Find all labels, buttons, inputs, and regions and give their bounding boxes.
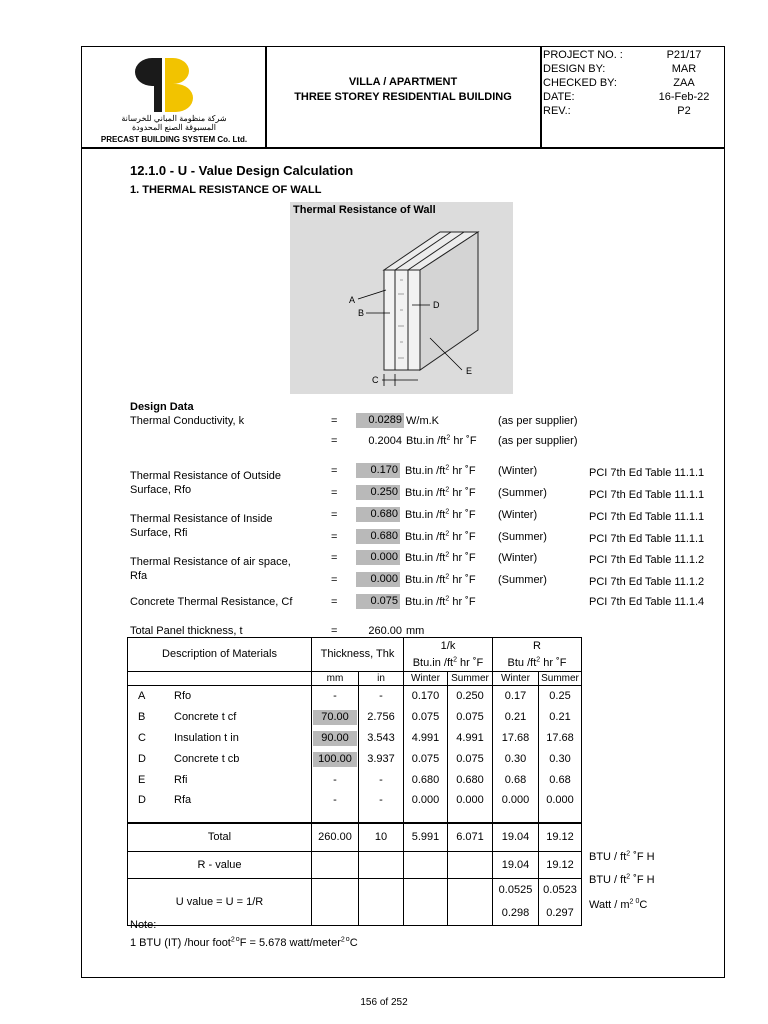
r-summer: 17.68 <box>539 728 582 749</box>
rfi-label-line2: Surface, Rfi <box>130 527 188 539</box>
season-summer: (Summer) <box>498 487 547 499</box>
rfo-label-line2: Surface, Rfo <box>130 484 192 496</box>
r-winter: 0.68 <box>493 770 539 791</box>
header-inv-k: 1/k <box>404 638 493 655</box>
equals-sign: = <box>331 552 338 564</box>
unit-text: hr ˚F <box>456 656 484 669</box>
company-name: PRECAST BUILDING SYSTEM Co. Ltd. <box>100 135 248 144</box>
r-value-summer: 19.12 <box>539 851 582 878</box>
wall-section-diagram <box>290 202 513 394</box>
equals-sign: = <box>331 596 338 608</box>
k2-unit <box>406 435 477 447</box>
reference: PCI 7th Ed Table 11.1.1 <box>589 489 705 501</box>
label-b: B <box>358 308 365 318</box>
rfi-summer-value: 0.680 <box>356 529 400 544</box>
logo-mark-icon <box>132 55 198 113</box>
thickness-value: 260.00 <box>368 625 402 637</box>
k-summer: 4.991 <box>448 728 493 749</box>
rfa-summer-value: 0.000 <box>356 572 400 587</box>
field-value: 16-Feb-22 <box>658 91 710 103</box>
total-in: 10 <box>359 823 404 852</box>
k1-note: (as per supplier) <box>498 415 578 427</box>
header-blank <box>128 671 312 685</box>
company-arabic-name <box>86 114 262 132</box>
field-date <box>543 90 721 104</box>
note-label: Note: <box>130 919 157 931</box>
season-summer: (Summer) <box>498 531 547 543</box>
r-value-unit <box>589 851 655 863</box>
cf-label: Concrete Thermal Resistance, Cf <box>130 596 293 608</box>
table-row <box>128 770 582 791</box>
thk-in: - <box>359 770 404 791</box>
material-name: Rfo <box>174 690 192 702</box>
header-inv-k-unit <box>404 655 493 672</box>
label-c: C <box>372 375 379 385</box>
total-r-winter: 19.04 <box>493 823 539 852</box>
empty-cell <box>312 878 359 925</box>
unit-sup: 2 <box>446 434 451 442</box>
unit-text: ˚F H <box>630 874 655 886</box>
u-value-unit-imperial <box>589 874 655 886</box>
field-checked-by <box>543 76 721 90</box>
note-part: C <box>349 937 358 949</box>
thk-mm-cell <box>312 728 359 749</box>
equals-sign: = <box>331 531 338 543</box>
thk-in: 3.543 <box>359 728 404 749</box>
header-fields <box>543 48 721 118</box>
table-row <box>128 749 582 770</box>
field-label: PROJECT NO. : <box>543 49 623 61</box>
header-r: R <box>493 638 582 655</box>
u-value-label: U value = U = 1/R <box>128 878 312 925</box>
r-value-winter: 19.04 <box>493 851 539 878</box>
unit-text: Watt / m <box>589 899 630 911</box>
reference: PCI 7th Ed Table 11.1.1 <box>589 467 705 479</box>
material-name: Rfi <box>174 774 188 786</box>
reference: PCI 7th Ed Table 11.1.2 <box>589 576 705 588</box>
field-label: CHECKED BY: <box>543 77 617 89</box>
unit <box>405 552 476 564</box>
thk-mm-cell <box>312 707 359 728</box>
rfo-label <box>130 469 281 497</box>
total-k-winter: 5.991 <box>404 823 448 852</box>
rfa-label-line1: Thermal Resistance of air space, <box>130 556 291 568</box>
materials-table <box>127 637 582 926</box>
r-summer: 0.21 <box>539 707 582 728</box>
note-part: 1 BTU (IT) /hour foot <box>130 937 231 949</box>
header-winter: Winter <box>493 671 539 685</box>
equals-sign: = <box>331 625 338 637</box>
thk-mm: - <box>312 770 359 791</box>
cf-value: 0.075 <box>356 594 400 609</box>
thk-mm: - <box>312 685 359 707</box>
field-label: REV.: <box>543 105 571 117</box>
header-winter: Winter <box>404 671 448 685</box>
field-design-by <box>543 62 721 76</box>
r-winter: 0.21 <box>493 707 539 728</box>
rfi-label-line1: Thermal Resistance of Inside <box>130 513 273 525</box>
unit-sup: 0 <box>635 898 640 906</box>
header-r-unit <box>493 655 582 672</box>
unit-text: hr ˚F <box>540 656 567 669</box>
material-code: E <box>138 774 146 786</box>
field-value: ZAA <box>673 77 695 89</box>
material-name: Concrete t cb <box>174 753 240 765</box>
unit-text: Btu.in /ft <box>405 509 446 521</box>
reference: PCI 7th Ed Table 11.1.2 <box>589 554 705 566</box>
rfi-label <box>130 512 272 540</box>
unit-text: hr ˚F <box>449 509 476 521</box>
material-cell <box>128 707 312 728</box>
equals-sign: = <box>331 487 338 499</box>
u-value-summer-imperial: 0.0523 <box>539 878 582 901</box>
material-name: Insulation t in <box>174 732 239 744</box>
k2-value: 0.2004 <box>368 435 402 447</box>
note-sup: o <box>345 936 350 944</box>
total-label: Total <box>128 823 312 852</box>
unit-text: hr ˚F <box>449 574 476 586</box>
material-cell <box>128 685 312 707</box>
equals-sign: = <box>331 509 338 521</box>
header-mm: mm <box>312 671 359 685</box>
material-code: A <box>138 690 146 702</box>
unit-text: BTU / ft <box>589 874 627 886</box>
material-code: D <box>138 753 146 765</box>
unit-text: Btu.in /ft <box>405 552 446 564</box>
unit-text: Btu.in /ft <box>412 656 454 669</box>
total-row <box>128 823 582 852</box>
header-description: Description of Materials <box>128 638 312 672</box>
field-project-no <box>543 48 721 62</box>
unit <box>405 574 476 586</box>
unit-text: ˚F H <box>630 851 655 863</box>
season-winter: (Winter) <box>498 465 538 477</box>
unit <box>405 487 476 499</box>
empty-cell <box>359 878 404 925</box>
reference: PCI 7th Ed Table 11.1.1 <box>589 511 705 523</box>
total-r-summer: 19.12 <box>539 823 582 852</box>
empty-cell <box>404 851 448 878</box>
unit-text: hr ˚F <box>449 596 476 608</box>
conductivity-label: Thermal Conductivity, k <box>130 415 245 427</box>
thk-in: - <box>359 685 404 707</box>
unit <box>405 596 476 608</box>
label-d: D <box>433 300 440 310</box>
page-number: 156 of 252 <box>360 997 408 1008</box>
r-winter: 0.30 <box>493 749 539 770</box>
r-summer: 0.68 <box>539 770 582 791</box>
thk-mm: 100.00 <box>313 752 357 767</box>
material-cell <box>128 770 312 791</box>
k1-unit: W/m.K <box>406 415 439 427</box>
k1-value: 0.0289 <box>356 413 404 428</box>
unit-sup: 2 <box>626 850 631 858</box>
rfa-winter-value: 0.000 <box>356 550 400 565</box>
k2-note: (as per supplier) <box>498 435 578 447</box>
equals-sign: = <box>331 574 338 586</box>
unit-text: hr ˚F <box>449 487 476 499</box>
unit-text: Btu /ft <box>507 656 537 669</box>
unit-sup: 2 <box>445 486 450 494</box>
material-name: Concrete t cf <box>174 711 237 723</box>
r-winter: 0.000 <box>493 791 539 823</box>
k-summer: 0.250 <box>448 685 493 707</box>
unit-text: hr ˚F <box>449 552 476 564</box>
u-value-summer-metric: 0.297 <box>539 901 582 926</box>
rfo-summer-value: 0.250 <box>356 485 400 500</box>
material-code: B <box>138 711 146 723</box>
thickness-label: Total Panel thickness, t <box>130 625 243 637</box>
rfi-winter-value: 0.680 <box>356 507 400 522</box>
unit-sup: 2 <box>626 873 631 881</box>
material-cell <box>128 791 312 823</box>
wall-figure <box>290 202 513 394</box>
company-arabic-line2: المسبوقة الصنع المحدودة <box>131 123 217 132</box>
unit <box>405 465 476 477</box>
thk-mm-cell <box>312 749 359 770</box>
total-mm: 260.00 <box>312 823 359 852</box>
thk-mm: - <box>312 791 359 823</box>
header-summer: Summer <box>539 671 582 685</box>
section-subtitle: 1. THERMAL RESISTANCE OF WALL <box>130 184 322 196</box>
unit-text: hr ˚F <box>450 435 477 447</box>
header-thickness: Thickness, Thk <box>312 638 404 672</box>
thk-in: 3.937 <box>359 749 404 770</box>
unit-text: Btu.in /ft <box>405 574 446 586</box>
rfo-label-line1: Thermal Resistance of Outside <box>130 470 282 482</box>
equals-sign: = <box>331 435 338 447</box>
season-winter: (Winter) <box>498 552 538 564</box>
unit-sup: 2 <box>445 573 450 581</box>
u-value-winter-metric: 0.298 <box>493 901 539 926</box>
label-a: A <box>349 295 356 305</box>
k-winter: 0.170 <box>404 685 448 707</box>
r-winter: 17.68 <box>493 728 539 749</box>
note-part: F = 5.678 watt/meter <box>239 937 341 949</box>
r-summer: 0.25 <box>539 685 582 707</box>
empty-cell <box>404 878 448 925</box>
empty-cell <box>312 851 359 878</box>
r-summer: 0.000 <box>539 791 582 823</box>
company-arabic-line1: شركة منظومة المباني للخرسانة <box>121 114 227 123</box>
r-summer: 0.30 <box>539 749 582 770</box>
u-value-unit-metric <box>589 899 647 911</box>
unit-sup: 2 <box>453 655 457 663</box>
note-text <box>130 937 358 949</box>
u-value-winter-imperial: 0.0525 <box>493 878 539 901</box>
table-row <box>128 728 582 749</box>
unit-sup: 2 <box>445 464 450 472</box>
r-value-row <box>128 851 582 878</box>
k-summer: 0.075 <box>448 749 493 770</box>
r-winter: 0.17 <box>493 685 539 707</box>
unit-text: Btu.in /ft <box>406 435 447 447</box>
unit-sup: 2 <box>445 530 450 538</box>
note-sup: 2 <box>230 936 235 944</box>
r-value-label: R - value <box>128 851 312 878</box>
reference: PCI 7th Ed Table 11.1.1 <box>589 533 705 545</box>
equals-sign: = <box>331 465 338 477</box>
unit-text: BTU / ft <box>589 851 627 863</box>
table-row <box>128 685 582 707</box>
season-summer: (Summer) <box>498 574 547 586</box>
material-cell <box>128 728 312 749</box>
header-in: in <box>359 671 404 685</box>
field-label: DATE: <box>543 91 575 103</box>
unit <box>405 531 476 543</box>
equals-sign: = <box>331 415 338 427</box>
rfa-label-line2: Rfa <box>130 570 148 582</box>
unit-sup: 2 <box>445 508 450 516</box>
material-code: C <box>138 732 146 744</box>
k-winter: 0.000 <box>404 791 448 823</box>
unit-text: Btu.in /ft <box>405 487 446 499</box>
thk-mm: 70.00 <box>313 710 357 725</box>
unit-sup: 2 <box>445 551 450 559</box>
header-summer: Summer <box>448 671 493 685</box>
u-value-row <box>128 878 582 901</box>
header-vline-2 <box>540 46 542 147</box>
empty-cell <box>448 878 493 925</box>
unit-text: hr ˚F <box>449 531 476 543</box>
field-value: P21/17 <box>666 49 702 61</box>
k-summer: 0.075 <box>448 707 493 728</box>
empty-cell <box>448 851 493 878</box>
unit-text: Btu.in /ft <box>405 465 446 477</box>
unit-sup: 2 <box>445 595 450 603</box>
unit-text: Btu.in /ft <box>405 596 446 608</box>
k-winter: 0.075 <box>404 749 448 770</box>
k-summer: 0.680 <box>448 770 493 791</box>
thk-in: - <box>359 791 404 823</box>
note-sup: o <box>235 936 240 944</box>
header-divider <box>81 147 725 149</box>
field-rev <box>543 104 721 118</box>
thickness-unit: mm <box>406 625 425 637</box>
material-name: Rfa <box>174 793 192 806</box>
reference: PCI 7th Ed Table 11.1.4 <box>589 596 705 608</box>
unit-text: C <box>639 899 648 911</box>
k-winter: 0.680 <box>404 770 448 791</box>
thk-mm: 90.00 <box>313 731 357 746</box>
project-title-line2: THREE STOREY RESIDENTIAL BUILDING <box>294 91 512 103</box>
k-winter: 0.075 <box>404 707 448 728</box>
table-row <box>128 707 582 728</box>
rfo-winter-value: 0.170 <box>356 463 400 478</box>
thk-in: 2.756 <box>359 707 404 728</box>
company-logo <box>132 55 198 113</box>
k-winter: 4.991 <box>404 728 448 749</box>
rfa-label <box>130 555 291 583</box>
total-k-summer: 6.071 <box>448 823 493 852</box>
field-value: P2 <box>677 105 691 117</box>
project-title-line1: VILLA / APARTMENT <box>348 76 458 88</box>
season-winter: (Winter) <box>498 509 538 521</box>
unit-text: hr ˚F <box>449 465 476 477</box>
unit-text: Btu.in /ft <box>405 531 446 543</box>
empty-cell <box>359 851 404 878</box>
material-cell <box>128 749 312 770</box>
k-summer: 0.000 <box>448 791 493 823</box>
section-title: 12.1.0 - U - Value Design Calculation <box>130 163 354 178</box>
label-e: E <box>466 366 473 376</box>
unit <box>405 509 476 521</box>
material-code: D <box>138 793 146 806</box>
field-label: DESIGN BY: <box>543 63 606 75</box>
field-value: MAR <box>671 63 697 75</box>
design-data-heading: Design Data <box>130 401 194 413</box>
note-sup: 2 <box>340 936 345 944</box>
table-row <box>128 791 582 823</box>
figure-title: Thermal Resistance of Wall <box>293 204 436 216</box>
unit-sup: 2 <box>629 898 634 906</box>
unit-sup: 2 <box>536 655 541 663</box>
